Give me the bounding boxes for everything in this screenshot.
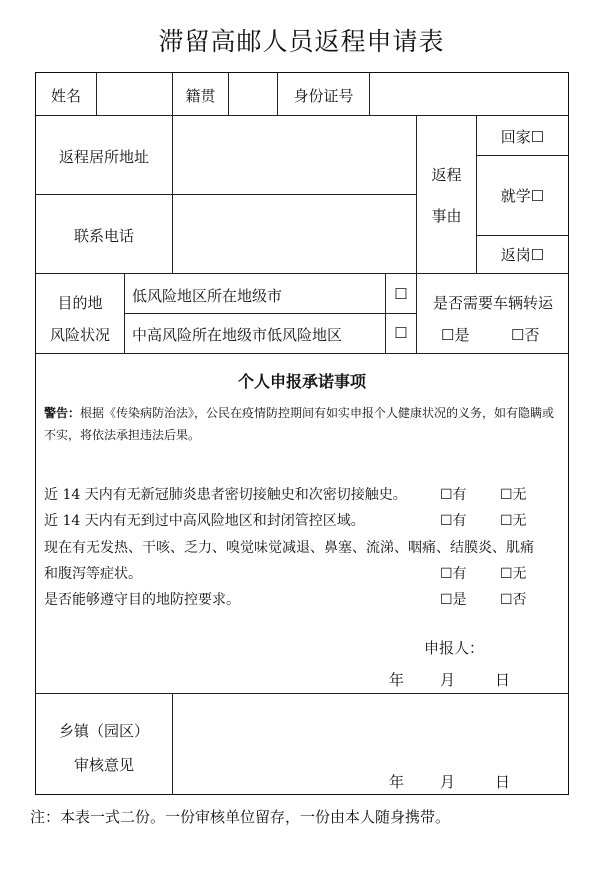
risk-low-checkbox[interactable]: ☐ xyxy=(394,285,408,303)
review-label-1: 乡镇（园区） xyxy=(58,722,149,740)
question-1: 近 14 天内有无新冠肺炎患者密切接触史和次密切接触史。 xyxy=(44,487,407,503)
reason-study-checkbox[interactable]: 就学☐ xyxy=(500,187,545,205)
vehicle-question: 是否需要车辆转运 xyxy=(432,294,553,312)
question-3-line2: 和腹泻等症状。 xyxy=(44,566,142,582)
reason-home-checkbox[interactable]: 回家☐ xyxy=(500,128,545,146)
address-label: 返程居所地址 xyxy=(58,148,149,166)
risk-mid-checkbox[interactable]: ☐ xyxy=(394,324,408,342)
question-3-no[interactable]: ☐无 xyxy=(500,566,527,582)
origin-field[interactable] xyxy=(229,73,277,115)
risk-label-2: 风险状况 xyxy=(49,326,110,344)
applicant-label: 申报人： xyxy=(424,639,485,657)
promise-warning xyxy=(44,402,564,446)
reason-work-checkbox[interactable]: 返岗☐ xyxy=(500,246,545,264)
warning-prefix: 警告： xyxy=(44,406,81,420)
question-4-no[interactable]: ☐否 xyxy=(500,592,527,608)
review-month: 月 xyxy=(440,773,456,791)
risk-mid-label: 中高风险所在地级市低风险地区 xyxy=(132,326,343,344)
review-day: 日 xyxy=(495,773,511,791)
question-4: 是否能够遵守目的地防控要求。 xyxy=(44,592,240,608)
applicant-year: 年 xyxy=(389,671,405,689)
form-title: 滞留高邮人员返程申请表 xyxy=(158,27,445,56)
origin-label: 籍贯 xyxy=(185,87,216,105)
risk-label-1: 目的地 xyxy=(57,294,103,312)
footer-note: 注：本表一式二份。一份审核单位留存，一份由本人随身携带。 xyxy=(30,808,451,826)
question-2-no[interactable]: ☐无 xyxy=(500,513,527,529)
phone-field[interactable] xyxy=(173,195,416,273)
review-year: 年 xyxy=(389,773,405,791)
applicant-day: 日 xyxy=(495,671,511,689)
promise-title: 个人申报承诺事项 xyxy=(237,372,366,391)
warning-text: 根据《传染病防治法》，公民在疫情防控期间有如实申报个人健康状况的义务，如有隐瞒或不实，将依法承担违法后果。 xyxy=(44,406,555,442)
risk-low-label: 低风险地区所在地级市 xyxy=(132,287,283,305)
question-1-yes[interactable]: ☐有 xyxy=(440,487,467,503)
name-label: 姓名 xyxy=(50,87,81,105)
phone-label: 联系电话 xyxy=(73,227,134,245)
name-field[interactable] xyxy=(97,73,172,115)
vehicle-no-checkbox[interactable]: ☐否 xyxy=(511,326,540,344)
applicant-month: 月 xyxy=(440,671,456,689)
reason-label-1: 返程 xyxy=(431,166,462,184)
question-4-yes[interactable]: ☐是 xyxy=(440,592,467,608)
review-label-2: 审核意见 xyxy=(73,756,134,774)
reason-label-2: 事由 xyxy=(431,207,462,225)
question-3-yes[interactable]: ☐有 xyxy=(440,566,467,582)
question-1-no[interactable]: ☐无 xyxy=(500,487,527,503)
question-3-line1: 现在有无发热、干咳、乏力、嗅觉味觉减退、鼻塞、流涕、咽痛、结膜炎、肌痛 xyxy=(44,540,534,556)
vehicle-yes-checkbox[interactable]: ☐是 xyxy=(441,326,470,344)
question-2: 近 14 天内有无到过中高风险地区和封闭管控区域。 xyxy=(44,513,365,529)
question-2-yes[interactable]: ☐有 xyxy=(440,513,467,529)
id-field[interactable] xyxy=(370,73,568,115)
id-label: 身份证号 xyxy=(293,87,354,105)
address-field[interactable] xyxy=(173,116,416,194)
